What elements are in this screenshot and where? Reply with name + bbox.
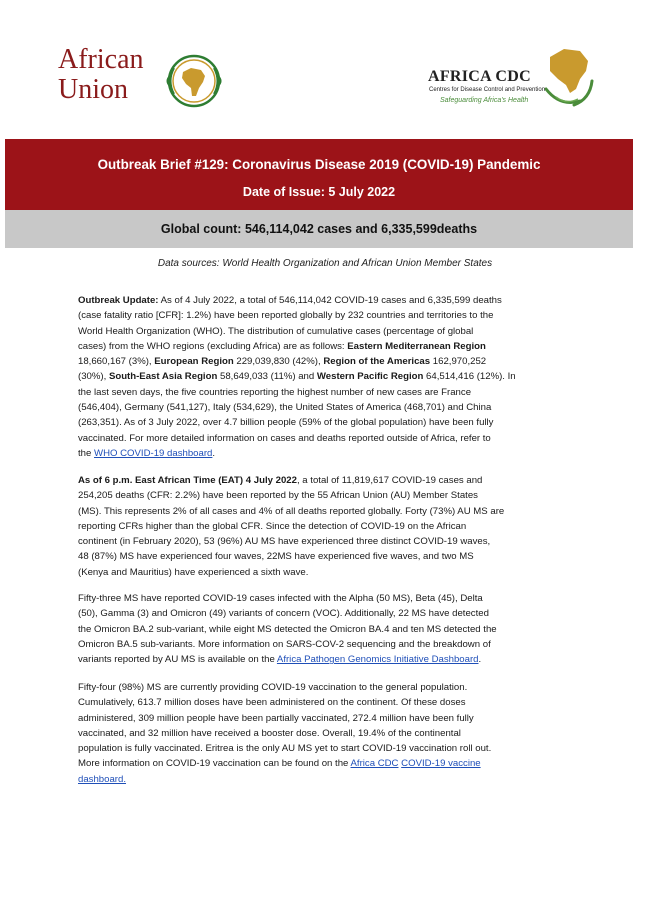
cdc-tagline: Safeguarding Africa's Health [440, 97, 529, 104]
global-count-bar: Global count: 546,114,042 cases and 6,335,599deaths [5, 210, 633, 248]
au-emblem-icon [161, 48, 227, 114]
vaccine-dashboard-link[interactable]: COVID-19 vaccine [401, 758, 481, 770]
africa-cdc-link[interactable]: Africa CDC [350, 758, 399, 770]
who-dashboard-link[interactable]: WHO COVID-19 dashboard [94, 447, 213, 459]
au-logo-text: African Union [58, 44, 144, 105]
cdc-subtitle: Centres for Disease Control and Prevention [429, 87, 546, 93]
africa-update-paragraph: As of 6 p.m. East African Time (EAT) 4 July 2022, a total of 11,819,617 COVID-19 cases and 254,205 deaths (CFR: 2.2%) have been reported by the 55 African Union (AU) Member States (MS). This represents 2% of all cases and 4% of all deaths reported globally. Forty (73%) AU MS are reporting CFRs higher than the global CFR. Since the detection of COVID-19 on the African continent (in February 2020), 53 (96%) AU MS have experienced three distinct COVID-19 waves, 48 (87%) MS have experienced four waves, 22MS have experienced five waves, and two MS (Kenya and Mauritius) have experienced a sixth wave. [78, 475, 505, 578]
africa-cdc-logo [428, 45, 603, 115]
page-header [0, 0, 650, 140]
data-sources: Data sources: World Health Organization and African Union Member States [157, 258, 493, 269]
variants-paragraph: Fifty-three MS have reported COVID-19 cases infected with the Alpha (50 MS), Beta (45), Delta (50), Gamma (3) and Omicron (49) variants of concern (VOC). Additionally, 22 MS have detected the Omicron BA.2 sub-variant, while eight MS detected the Omicron BA.4 and ten MS detected the Omicron BA.5 sub-variants. More information on SARS-COV-2 sequencing and the breakdown of variants reported by AU MS is available on the Africa Pathogen Genomics Initiative Dashboard. [78, 593, 497, 666]
pathogen-genomics-dashboard-link[interactable]: Africa Pathogen Genomics Initiative Dashboard [276, 654, 479, 666]
cdc-name: AFRICA CDC [428, 68, 531, 85]
brief-title: Outbreak Brief #129: Coronavirus Disease 2019 (COVID-19) Pandemic [97, 157, 541, 172]
title-banner [5, 139, 633, 210]
issue-date: Date of Issue: 5 July 2022 [242, 185, 396, 199]
african-union-logo [58, 45, 218, 117]
vaccination-paragraph: Fifty-four (98%) MS are currently providing COVID-19 vaccination to the general population. Cumulatively, 613.7 million doses have been administered on the continent. Of these doses administered, 309 million people have been partially vaccinated, 272.4 million have been fully vaccinated, and 32 million have received a booster dose. Overall, 19.4% of the continental population is fully vaccinated. Eritrea is the only AU MS yet to start COVID-19 vaccination roll out. More information on COVID-19 vaccination can be found on the Africa CDC COVID-19 vaccine dashboard. [78, 682, 492, 785]
africa-map-icon [540, 45, 598, 111]
vaccine-dashboard-link-continued[interactable]: dashboard. [78, 773, 127, 785]
outbreak-update-paragraph: Outbreak Update: As of 4 July 2022, a total of 546,114,042 COVID-19 cases and 6,335,599 deaths (case fatality ratio [CFR]: 1.2%) have been reported globally by 232 countries and territories to the World Health Organization (WHO). The distribution of cumulative cases (percentage of global cases) from the WHO regions (excluding Africa) are as follows: Eastern Mediterranean Region 18,660,167 (3%), European Region 229,039,830 (42%), Region of the Americas 162,970,252 (30%), South-East Asia Region 58,649,033 (11%) and Western Pacific Region 64,514,416 (12%). In the last seven days, the five countries reporting the highest number of new cases are France (546,404), Germany (541,127), Italy (534,629), the United States of America (468,701) and China (263,351). As of 3 July 2022, over 4.7 billion people (59% of the global population) have been fully vaccinated. For more detailed information on cases and deaths reported outside of Africa, refer to the WHO COVID-19 dashboard. [78, 295, 516, 459]
